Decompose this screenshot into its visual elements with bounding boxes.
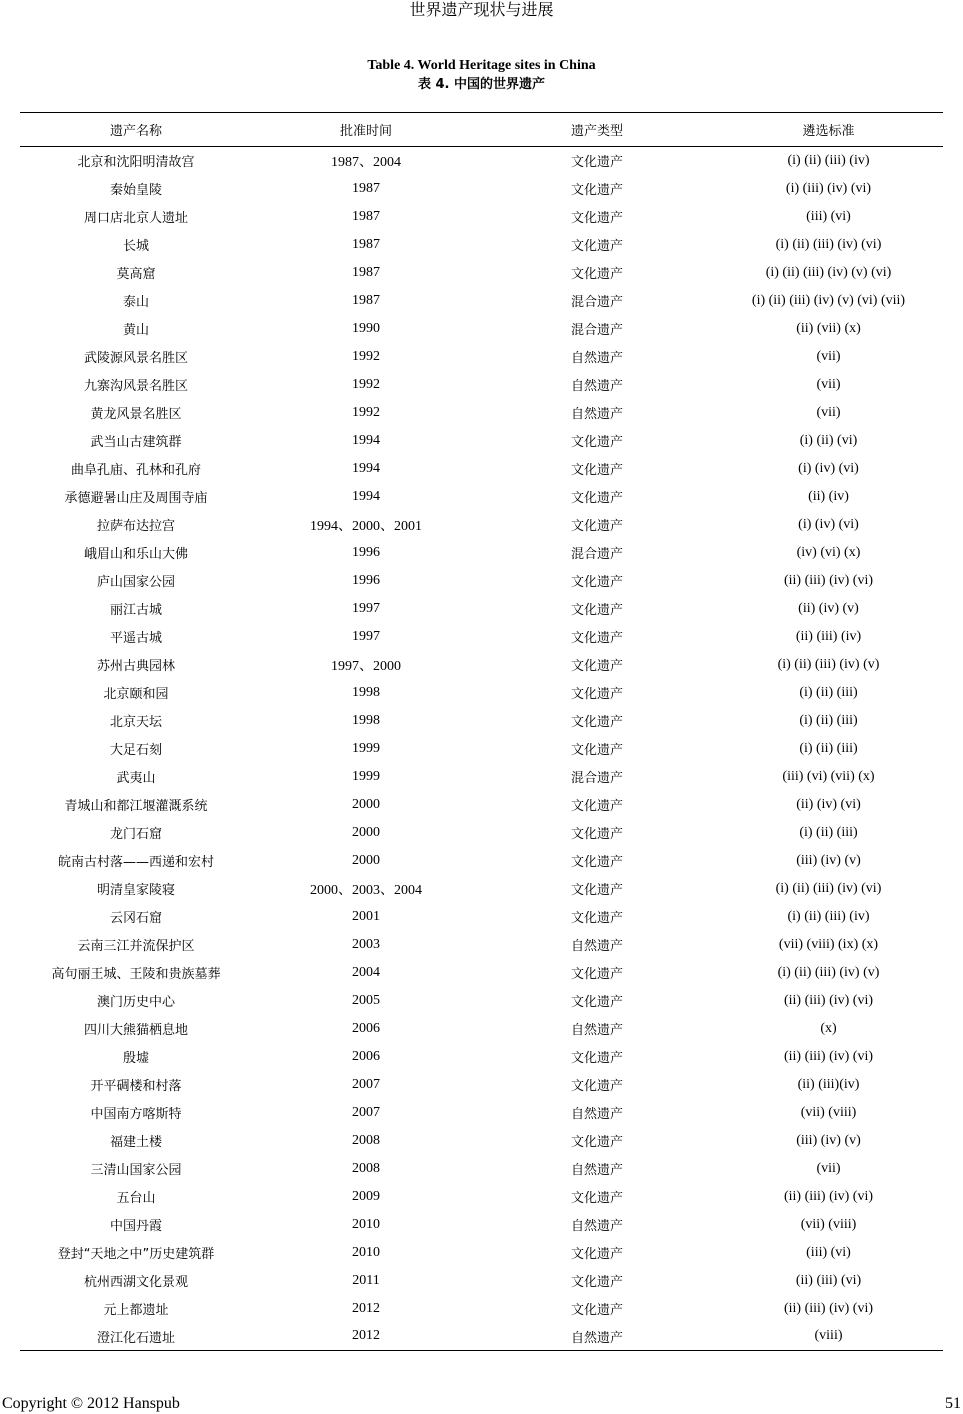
table-row [20,259,943,287]
cell-site-name: 中国南方喀斯特 [90,1107,182,1122]
cell-site-name: 云冈石窟 [109,911,162,926]
cell-site-name: 皖南古村落——西递和宏村 [57,855,214,870]
cell-approval-year: 2012 [352,1300,380,1316]
cell-approval-year: 2007 [352,1104,380,1120]
cell-heritage-type: 文化遗产 [570,967,623,982]
cell-selection-criteria: (iii) (iv) (v) [796,1132,861,1148]
cell-selection-criteria: (i) (ii) (vi) [799,432,858,448]
cell-selection-criteria: (ii) (iii) (vi) [795,1272,862,1288]
cell-approval-year: 2011 [352,1272,380,1288]
table-row [20,651,943,679]
cell-heritage-type: 文化遗产 [570,995,623,1010]
cell-site-name: 武当山古建筑群 [90,435,182,450]
cell-approval-year: 2007 [352,1076,380,1092]
table-row [20,735,943,763]
cell-approval-year: 1997 [352,628,380,644]
header-heritage-type: 遗产类型 [570,124,623,139]
table-row [20,1155,943,1183]
cell-heritage-type: 自然遗产 [570,1219,623,1234]
cell-approval-year: 2012 [352,1328,380,1344]
cell-site-name: 大足石刻 [109,743,162,758]
cell-selection-criteria: (vii) (viii) [800,1104,857,1120]
cell-site-name: 庐山国家公园 [96,575,175,590]
cell-site-name: 武夷山 [116,771,156,786]
cell-site-name: 高句丽王城、王陵和贵族墓葬 [51,967,221,982]
cell-approval-year: 1996 [352,544,380,560]
cell-site-name: 武陵源风景名胜区 [83,351,188,366]
cell-selection-criteria: (i) (ii) (iii) (iv) [787,152,870,168]
cell-site-name: 周口店北京人遗址 [83,211,188,226]
table-row [20,875,943,903]
table-row [20,791,943,819]
cell-site-name: 杭州西湖文化景观 [83,1275,188,1290]
cell-selection-criteria: (i) (ii) (iii) (iv) (vi) [775,236,882,252]
cell-heritage-type: 文化遗产 [570,519,623,534]
cell-selection-criteria: (ii) (iv) (v) [798,600,859,616]
cell-heritage-type: 自然遗产 [570,407,623,422]
table-row [20,567,943,595]
cell-heritage-type: 文化遗产 [570,827,623,842]
cell-approval-year: 1999 [352,768,380,784]
table-row [20,1267,943,1295]
cell-approval-year: 1998 [352,684,380,700]
cell-selection-criteria: (i) (ii) (iii) (iv) (v) (vi) [765,264,892,280]
cell-selection-criteria: (i) (ii) (iii) [799,684,858,700]
cell-site-name: 三清山国家公园 [90,1163,182,1178]
table-row [20,623,943,651]
cell-heritage-type: 文化遗产 [570,575,623,590]
cell-selection-criteria: (ii) (iii) (iv) (vi) [783,1300,874,1316]
table-row [20,763,943,791]
table-row [20,1043,943,1071]
header-row [20,113,943,147]
cell-selection-criteria: (vii) (viii) (ix) (x) [778,936,879,952]
table-row [20,903,943,931]
cell-site-name: 曲阜孔庙、孔林和孔府 [70,463,201,478]
cell-heritage-type: 文化遗产 [570,155,623,171]
table-row [20,1071,943,1099]
cell-heritage-type: 混合遗产 [570,771,623,786]
cell-selection-criteria: (x) [820,1020,837,1036]
cell-selection-criteria: (vii) [816,1160,841,1176]
cell-site-name: 黄山 [122,323,149,338]
cell-approval-year: 1987 [352,236,380,252]
cell-selection-criteria: (ii) (iv) [808,488,849,504]
cell-heritage-type: 自然遗产 [570,351,623,366]
cell-selection-criteria: (i) (ii) (iii) (iv) [787,908,870,924]
table-row [20,147,943,175]
header-approval-year: 批准时间 [339,124,392,139]
cell-selection-criteria: (iii) (vi) (vii) (x) [782,768,875,784]
cell-heritage-type: 文化遗产 [570,491,623,506]
cell-site-name: 元上都遗址 [103,1303,169,1318]
cell-selection-criteria: (i) (iv) (vi) [798,516,859,532]
cell-heritage-type: 自然遗产 [570,1163,623,1178]
cell-site-name: 长城 [122,239,149,254]
cell-selection-criteria: (ii) (iii) (iv) (vi) [783,1048,874,1064]
table-row [20,1015,943,1043]
cell-approval-year: 2008 [352,1132,380,1148]
table-row [20,455,943,483]
cell-approval-year: 2000、2003、2004 [310,882,422,898]
cell-heritage-type: 文化遗产 [570,463,623,478]
table-row [20,931,943,959]
cell-approval-year: 2008 [352,1160,380,1176]
heritage-table [20,112,943,1351]
cell-site-name: 北京和沈阳明清故宫 [77,155,195,171]
cell-selection-criteria: (i) (ii) (iii) (iv) (v) (vi) (vii) [751,292,906,308]
cell-approval-year: 2001 [352,908,380,924]
cell-heritage-type: 自然遗产 [570,379,623,394]
cell-selection-criteria: (ii) (iv) (vi) [796,796,861,812]
cell-heritage-type: 文化遗产 [570,631,623,646]
cell-heritage-type: 文化遗产 [570,911,623,926]
cell-site-name: 云南三江并流保护区 [77,939,195,954]
cell-heritage-type: 文化遗产 [570,715,623,730]
cell-selection-criteria: (ii) (iii)(iv) [797,1076,860,1092]
cell-selection-criteria: (ii) (vii) (x) [796,320,861,336]
cell-approval-year: 2006 [352,1020,380,1036]
cell-heritage-type: 文化遗产 [570,799,623,814]
cell-site-name: 澳门历史中心 [96,995,175,1010]
table-row [20,371,943,399]
cell-approval-year: 1994 [352,488,380,504]
cell-selection-criteria: (i) (ii) (iii) (iv) (vi) [775,880,882,896]
cell-selection-criteria: (i) (iv) (vi) [798,460,859,476]
cell-heritage-type: 文化遗产 [570,239,623,254]
cell-selection-criteria: (iii) (iv) (v) [796,852,861,868]
table-row [20,175,943,203]
table-row [20,1183,943,1211]
cell-approval-year: 2006 [352,1048,380,1064]
cell-heritage-type: 文化遗产 [570,687,623,702]
table-row [20,1295,943,1323]
table-header [20,113,943,147]
cell-heritage-type: 自然遗产 [570,1107,623,1122]
cell-selection-criteria: (ii) (iii) (iv) (vi) [783,1188,874,1204]
cell-site-name: 四川大熊猫栖息地 [83,1023,188,1038]
table-row [20,847,943,875]
cell-site-name: 福建土楼 [109,1135,162,1150]
cell-selection-criteria: (ii) (iii) (iv) (vi) [783,992,874,1008]
table-row [20,1239,943,1267]
cell-selection-criteria: (i) (ii) (iii) [799,740,858,756]
cell-site-name: 澄江化石遗址 [96,1330,175,1346]
cell-site-name: 九寨沟风景名胜区 [83,379,188,394]
cell-heritage-type: 自然遗产 [570,1330,623,1346]
cell-selection-criteria: (i) (ii) (iii) (iv) (v) [777,656,880,672]
table-row [20,707,943,735]
cell-approval-year: 1998 [352,712,380,728]
cell-approval-year: 1994 [352,460,380,476]
cell-selection-criteria: (ii) (iii) (iv) [795,628,862,644]
cell-approval-year: 2005 [352,992,380,1008]
table-row [20,231,943,259]
cell-selection-criteria: (vii) [816,404,841,420]
cell-selection-criteria: (i) (iii) (iv) (vi) [785,180,872,196]
table-row [20,427,943,455]
cell-approval-year: 2000 [352,824,380,840]
table-row [20,539,943,567]
table-row [20,343,943,371]
page-number: 51 [945,1395,961,1412]
cell-selection-criteria: (i) (ii) (iii) [799,712,858,728]
cell-heritage-type: 文化遗产 [570,1135,623,1150]
cell-heritage-type: 文化遗产 [570,1247,623,1262]
cell-site-name: 五台山 [116,1191,156,1206]
cell-site-name: 承德避暑山庄及周围寺庙 [64,491,208,506]
cell-site-name: 拉萨布达拉宫 [96,519,175,534]
cell-heritage-type: 文化遗产 [570,743,623,758]
table-row [20,959,943,987]
table-row [20,203,943,231]
cell-approval-year: 1997、2000 [331,658,401,674]
cell-site-name: 秦始皇陵 [109,183,162,198]
table-row [20,315,943,343]
table-row [20,287,943,315]
cell-selection-criteria: (vii) [816,376,841,392]
cell-heritage-type: 混合遗产 [570,547,623,562]
cell-site-name: 丽江古城 [109,603,162,618]
table-row [20,1323,943,1351]
cell-site-name: 北京颐和园 [103,687,169,702]
copyright-notice: Copyright © 2012 Hanspub [2,1395,180,1412]
cell-heritage-type: 文化遗产 [570,211,623,226]
cell-site-name: 泰山 [122,295,149,310]
cell-approval-year: 1999 [352,740,380,756]
cell-approval-year: 2004 [352,964,380,980]
cell-heritage-type: 文化遗产 [570,1303,623,1318]
running-head: 世界遗产现状与进展 [409,0,554,19]
cell-heritage-type: 文化遗产 [570,603,623,618]
table-row [20,987,943,1015]
cell-site-name: 平遥古城 [109,631,162,646]
cell-site-name: 青城山和都江堰灌溉系统 [64,799,208,814]
cell-approval-year: 2003 [352,936,380,952]
cell-selection-criteria: (i) (ii) (iii) [799,824,858,840]
cell-approval-year: 1987、2004 [331,154,401,170]
cell-heritage-type: 文化遗产 [570,1051,623,1066]
cell-site-name: 苏州古典园林 [96,659,175,674]
cell-heritage-type: 文化遗产 [570,1191,623,1206]
cell-selection-criteria: (iii) (vi) [806,1244,851,1260]
cell-approval-year: 2009 [352,1188,380,1204]
cell-approval-year: 2010 [352,1216,380,1232]
cell-site-name: 中国丹霞 [109,1219,162,1234]
cell-site-name: 殷墟 [122,1051,149,1066]
cell-approval-year: 2010 [352,1244,380,1260]
cell-approval-year: 1994 [352,432,380,448]
cell-approval-year: 1996 [352,572,380,588]
cell-approval-year: 2000 [352,796,380,812]
cell-site-name: 峨眉山和乐山大佛 [83,547,188,562]
cell-selection-criteria: (iv) (vi) (x) [796,544,861,560]
cell-heritage-type: 文化遗产 [570,183,623,198]
cell-site-name: 明清皇家陵寝 [96,883,175,898]
cell-site-name: 莫高窟 [116,267,156,282]
table-row [20,399,943,427]
cell-heritage-type: 文化遗产 [570,855,623,870]
table-body [20,147,943,1351]
table-row [20,1099,943,1127]
cell-approval-year: 1992 [352,348,380,364]
cell-site-name: 开平碉楼和村落 [90,1079,182,1094]
cell-approval-year: 1987 [352,180,380,196]
cell-heritage-type: 文化遗产 [570,659,623,674]
cell-site-name: 黄龙风景名胜区 [90,407,182,422]
table-row [20,595,943,623]
cell-site-name: 北京天坛 [109,715,162,730]
cell-approval-year: 2000 [352,852,380,868]
table-row [20,511,943,539]
cell-selection-criteria: (viii) [814,1328,843,1344]
heritage-table-container [20,112,943,1351]
table-caption-english: Table 4. World Heritage sites in China [367,58,596,73]
table-row [20,1211,943,1239]
cell-heritage-type: 文化遗产 [570,1079,623,1094]
cell-heritage-type: 自然遗产 [570,1023,623,1038]
cell-approval-year: 1994、2000、2001 [310,518,422,534]
cell-site-name: 龙门石窟 [109,827,162,842]
cell-heritage-type: 混合遗产 [570,295,623,310]
cell-heritage-type: 文化遗产 [570,435,623,450]
header-selection-criteria: 遴选标准 [802,124,855,139]
cell-selection-criteria: (iii) (vi) [806,208,851,224]
cell-heritage-type: 自然遗产 [570,939,623,954]
table-row [20,483,943,511]
cell-selection-criteria: (i) (ii) (iii) (iv) (v) [777,964,880,980]
header-site-name: 遗产名称 [109,124,162,139]
cell-heritage-type: 文化遗产 [570,883,623,898]
table-row [20,819,943,847]
cell-selection-criteria: (ii) (iii) (iv) (vi) [783,572,874,588]
cell-approval-year: 1990 [352,320,380,336]
cell-heritage-type: 文化遗产 [570,1275,623,1290]
cell-approval-year: 1987 [352,208,380,224]
cell-heritage-type: 文化遗产 [570,267,623,282]
cell-approval-year: 1997 [352,600,380,616]
table-row [20,679,943,707]
table-caption-chinese: 表 4. 中国的世界遗产 [417,77,546,92]
cell-approval-year: 1992 [352,376,380,392]
cell-approval-year: 1987 [352,292,380,308]
cell-approval-year: 1992 [352,404,380,420]
cell-selection-criteria: (vii) [816,348,841,364]
cell-heritage-type: 混合遗产 [570,323,623,338]
table-row [20,1127,943,1155]
cell-selection-criteria: (vii) (viii) [800,1216,857,1232]
cell-site-name: 登封“天地之中”历史建筑群 [57,1247,215,1262]
cell-approval-year: 1987 [352,264,380,280]
